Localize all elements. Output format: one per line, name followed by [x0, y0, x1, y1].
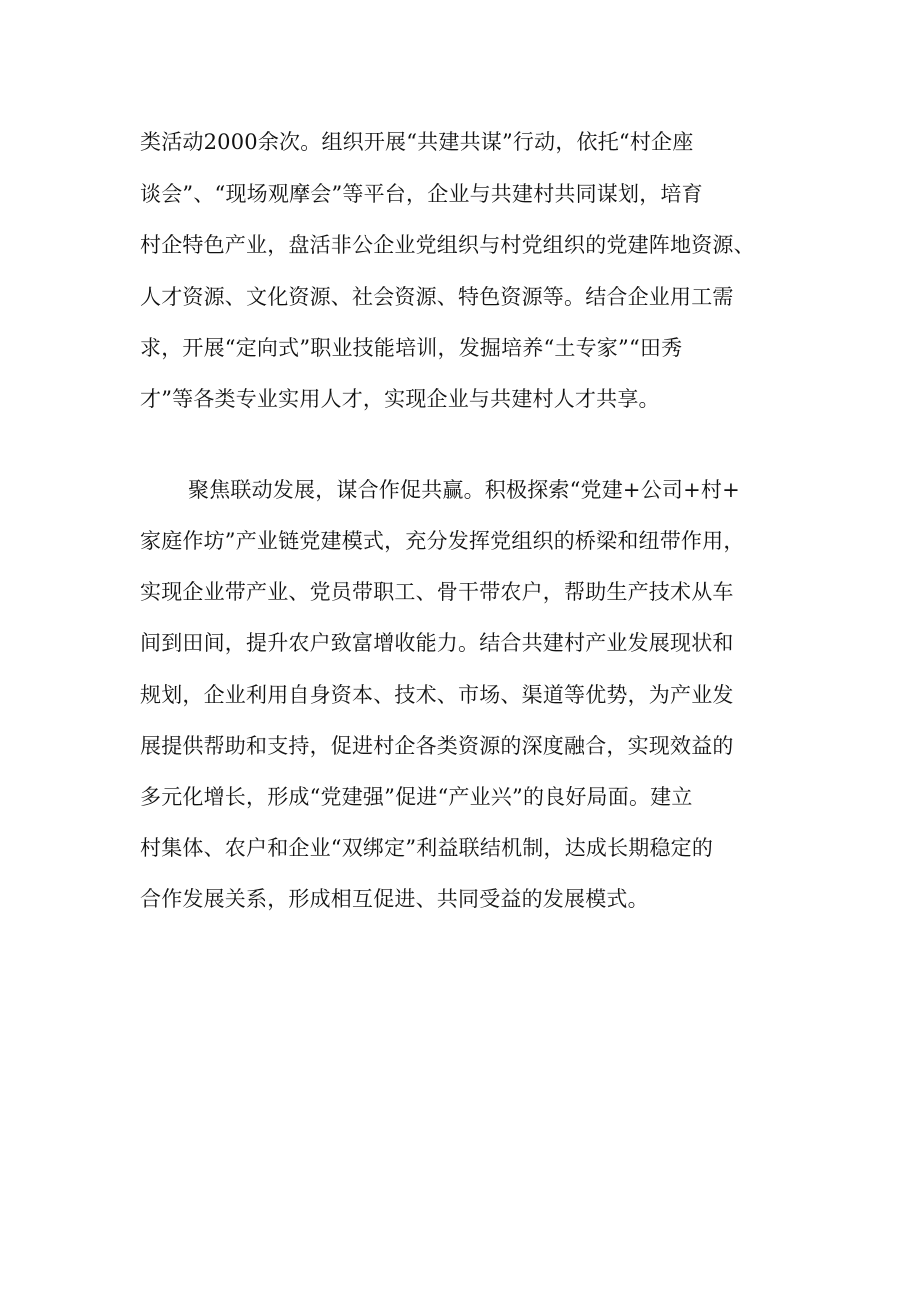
- paragraph-2-line-1: 聚焦联动发展，谋合作促共赢。积极探索“党建+公司+村+: [188, 478, 740, 502]
- paragraph-2-line-9: 合作发展关系，形成相互促进、共同受益的发展模式。: [140, 887, 649, 911]
- paragraph-2-line-5: 规划，企业利用自身资本、技术、市场、渠道等优势，为产业发: [140, 683, 734, 707]
- paragraph-2-line-6: 展提供帮助和支持，促进村企各类资源的深度融合，实现效益的: [140, 734, 734, 758]
- paragraph-2-line-3: 实现企业带产业、党员带职工、骨干带农户，帮助生产技术从车: [140, 580, 734, 604]
- paragraph-1-line-3: 村企特色产业，盘活非公企业党组织与村党组织的党建阵地资源、: [140, 233, 755, 257]
- paragraph-1-line-4: 人才资源、文化资源、社会资源、特色资源等。结合企业用工需: [140, 285, 734, 309]
- paragraph-1-line-1: 类活动2000余次。组织开展“共建共谋”行动，依托“村企座: [140, 130, 694, 154]
- paragraph-1-line-5: 求，开展“定向式”职业技能培训，发掘培养“土专家”“田秀: [140, 336, 683, 360]
- paragraph-2-line-7: 多元化增长，形成“党建强”促进“产业兴”的良好局面。建立: [140, 785, 693, 809]
- paragraph-1-line-6: 才”等各类专业实用人才，实现企业与共建村人才共享。: [140, 387, 660, 411]
- paragraph-1-line-2: 谈会”、“现场观摩会”等平台，企业与共建村共同谋划，培育: [140, 182, 703, 206]
- paragraph-2-line-2: 家庭作坊”产业链党建模式，充分发挥党组织的桥梁和纽带作用，: [140, 529, 745, 553]
- paragraph-2-line-4: 间到田间，提升农户致富增收能力。结合共建村产业发展现状和: [140, 631, 734, 655]
- paragraph-2-line-8: 村集体、农户和企业“双绑定”利益联结机制，达成长期稳定的: [140, 836, 714, 860]
